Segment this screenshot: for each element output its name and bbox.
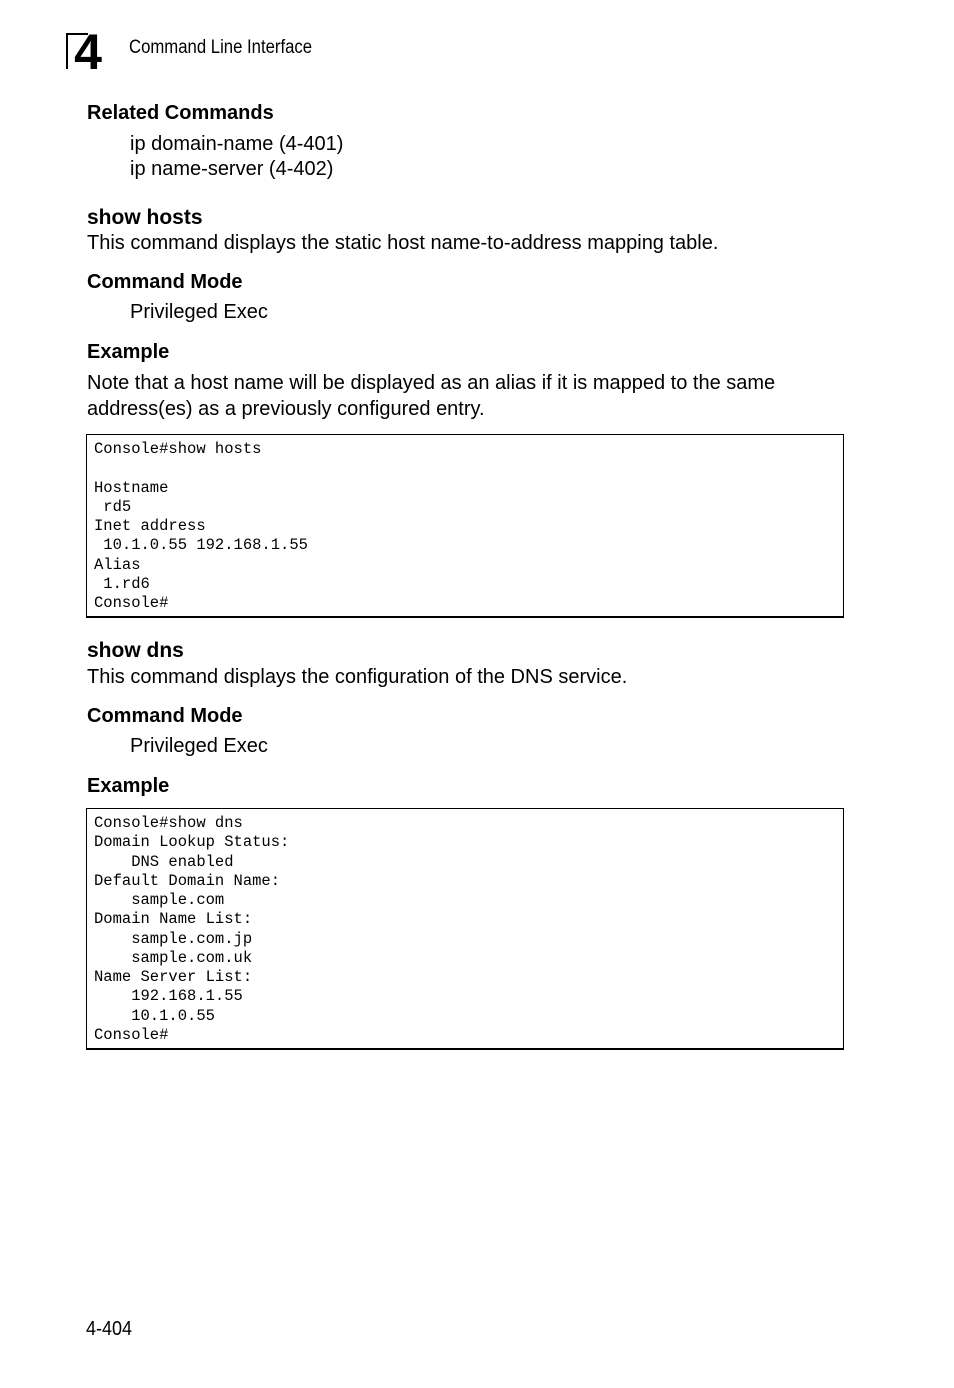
show-hosts-command-mode-heading: Command Mode	[87, 271, 243, 293]
related-command-item: ip name-server (4-402)	[130, 158, 334, 180]
show-dns-command-mode-heading: Command Mode	[87, 705, 243, 727]
show-hosts-command-mode: Privileged Exec	[130, 301, 268, 323]
show-dns-console-output: Console#show dns Domain Lookup Status: DNS enabled Default Domain Name: sample.com Domain Name List: sample.com.jp sample.com.uk Name Server List: 192.168.1.55 10.1.0.55 Console#	[94, 814, 290, 1044]
related-commands-heading: Related Commands	[87, 102, 274, 124]
page-number: 4-404	[86, 1318, 133, 1340]
show-dns-title: show dns	[87, 639, 184, 662]
show-hosts-note-line-1: Note that a host name will be displayed as an alias if it is mapped to the same	[87, 372, 776, 394]
show-dns-example-heading: Example	[87, 775, 170, 797]
show-dns-description: This command displays the configuration of the DNS service.	[87, 666, 628, 688]
show-hosts-console-output: Console#show hosts Hostname rd5 Inet address 10.1.0.55 192.168.1.55 Alias 1.rd6 Console#	[94, 440, 308, 612]
running-header-title: Command Line Interface	[129, 37, 313, 58]
related-command-item: ip domain-name (4-401)	[130, 133, 344, 155]
show-dns-console-box	[86, 808, 844, 1050]
show-hosts-example-heading: Example	[87, 341, 170, 363]
show-hosts-description: This command displays the static host name-to-address mapping table.	[87, 232, 719, 254]
show-hosts-console-box	[86, 434, 844, 618]
show-hosts-title: show hosts	[87, 206, 203, 229]
chapter-number: 4	[74, 24, 102, 80]
show-dns-command-mode: Privileged Exec	[130, 735, 268, 757]
show-hosts-note-line-2: address(es) as a previously configured entry.	[87, 398, 485, 420]
